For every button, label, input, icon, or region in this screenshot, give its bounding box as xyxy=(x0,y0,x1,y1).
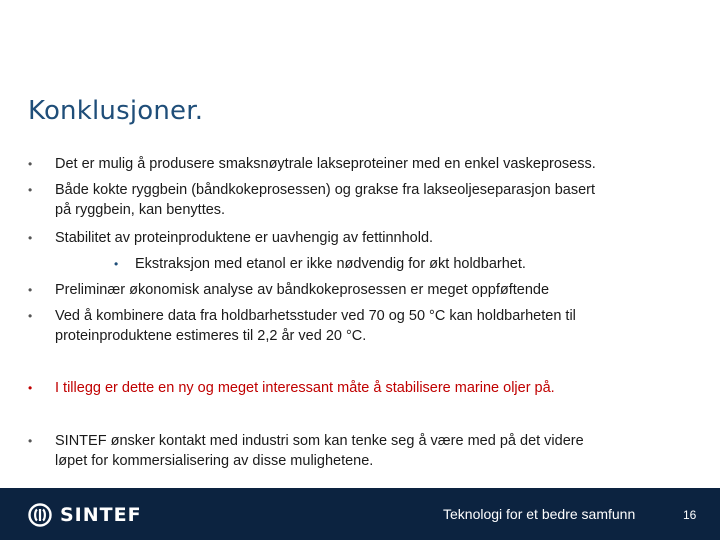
bullet-marker: • xyxy=(28,309,33,323)
bullet-marker: • xyxy=(28,381,33,395)
bullet-marker: • xyxy=(28,283,33,297)
bullet-text: I tillegg er dette en ny og meget interessant måte å stabilisere marine oljer på. xyxy=(55,380,555,396)
bullet-text: Preliminær økonomisk analyse av båndkokeprosessen er meget oppføftende xyxy=(55,282,550,298)
bullet-marker: • xyxy=(28,157,33,171)
footer-slogan: Teknologi for et bedre samfunn xyxy=(443,506,636,522)
bullet-text: Ekstraksjon med etanol er ikke nødvendig for økt holdbarhet. xyxy=(135,256,526,272)
sintef-logo xyxy=(28,502,142,528)
page-number: 16 xyxy=(683,508,697,522)
bullet-text: SINTEF ønsker kontakt med industri som kan tenke seg å være med på det videre løpet for kommersialisering av disse mulighetene. xyxy=(55,433,584,469)
bullet-marker: • xyxy=(28,231,33,245)
bullet-marker: • xyxy=(28,434,33,448)
bullet-text: Det er mulig å produsere smaksnøytrale lakseproteiner med en enkel vaskeprosess. xyxy=(55,156,596,172)
footer-bar xyxy=(0,488,720,540)
bullet-marker: • xyxy=(28,183,33,197)
bullet-text: Ved å kombinere data fra holdbarhetsstuder ved 70 og 50 °C kan holdbarheten til proteinproduktene estimeres til 2,2 år ved 20 °C. xyxy=(55,308,576,344)
slide-title: Konklusjoner. xyxy=(28,96,204,126)
bullet-text: Stabilitet av proteinproduktene er uavhengig av fettinnhold. xyxy=(55,230,434,246)
bullet-marker: • xyxy=(114,257,119,271)
logo-text: SINTEF xyxy=(60,504,142,526)
sintef-logo-icon xyxy=(28,503,52,527)
bullet-text: Både kokte ryggbein (båndkokeprosessen) og grakse fra lakseoljeseparasjon basert på ryggbein, kan benyttes. xyxy=(55,182,596,218)
